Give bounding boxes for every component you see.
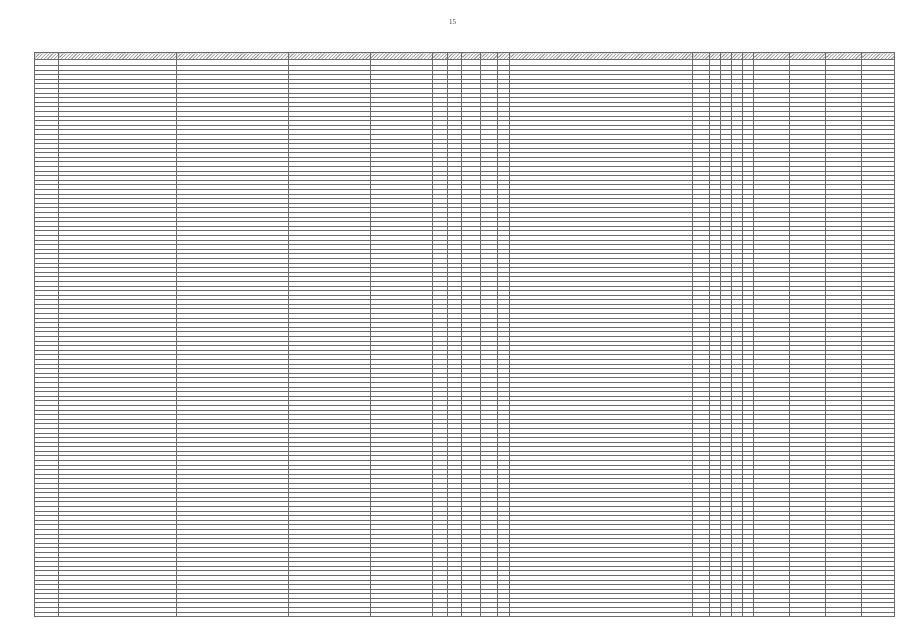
table-cell: [433, 612, 448, 617]
table-cell: [481, 612, 498, 617]
table-cell: [59, 612, 177, 617]
header-hatch-cell: [59, 53, 177, 60]
header-hatch-cell: [693, 53, 710, 60]
header-hatch-cell: [35, 53, 59, 60]
page-number: 15: [449, 18, 456, 26]
header-hatch-cell: [754, 53, 790, 60]
header-hatch-row: [35, 53, 895, 60]
table-cell: [721, 612, 732, 617]
header-hatch-cell: [448, 53, 462, 60]
table-row: [35, 612, 895, 617]
table-header: [35, 53, 895, 66]
header-hatch-cell: [710, 53, 721, 60]
table-cell: [371, 612, 433, 617]
header-hatch-cell: [826, 53, 862, 60]
table-cell: [710, 612, 721, 617]
table-cell: [498, 612, 510, 617]
header-hatch-cell: [510, 53, 693, 60]
header-hatch-cell: [371, 53, 433, 60]
header-hatch-cell: [498, 53, 510, 60]
table-cell: [732, 612, 743, 617]
table-cell: [510, 612, 693, 617]
header-hatch-cell: [462, 53, 481, 60]
table-cell: [289, 612, 371, 617]
header-hatch-cell: [433, 53, 448, 60]
table-cell: [826, 612, 862, 617]
header-hatch-cell: [481, 53, 498, 60]
header-hatch-cell: [177, 53, 289, 60]
table-cell: [35, 612, 59, 617]
table-cell: [862, 612, 895, 617]
table-cell: [462, 612, 481, 617]
table-cell: [790, 612, 826, 617]
table-cell: [448, 612, 462, 617]
table-cell: [177, 612, 289, 617]
table-cell: [693, 612, 710, 617]
table-cell: [743, 612, 754, 617]
header-hatch-cell: [790, 53, 826, 60]
register-sheet: [34, 52, 884, 617]
table-body: [35, 66, 895, 617]
housing-register-table: [34, 52, 895, 617]
header-hatch-cell: [862, 53, 895, 60]
table-cell: [754, 612, 790, 617]
header-hatch-cell: [743, 53, 754, 60]
header-hatch-cell: [732, 53, 743, 60]
header-hatch-cell: [289, 53, 371, 60]
header-hatch-cell: [721, 53, 732, 60]
